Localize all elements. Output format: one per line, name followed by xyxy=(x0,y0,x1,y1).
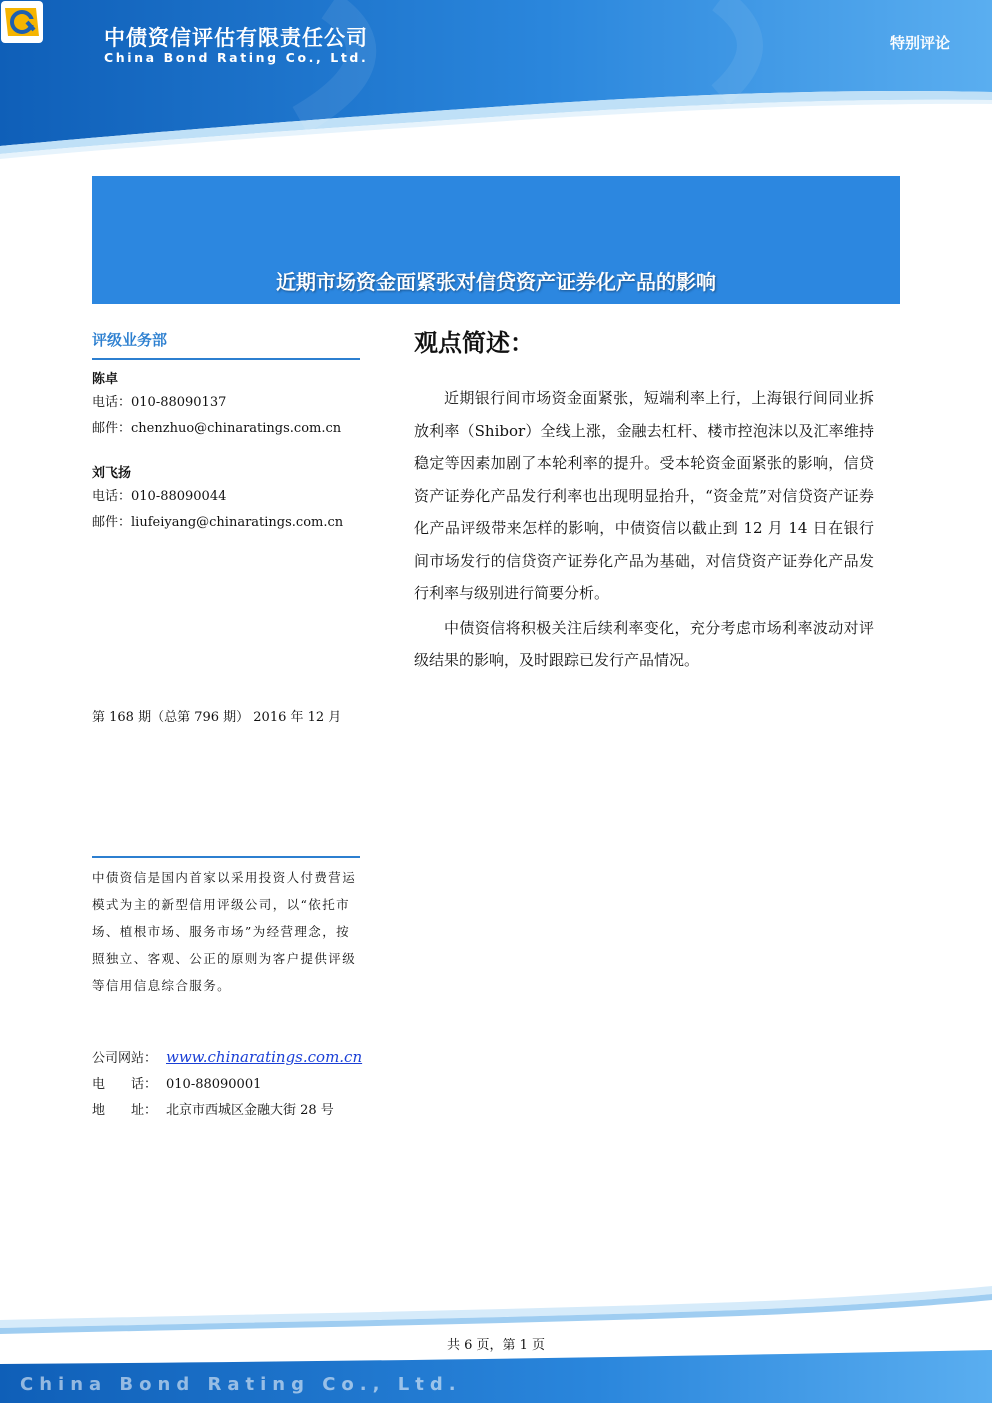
summary-paragraph: 中债资信将积极关注后续利率变化，充分考虑市场利率波动对评级结果的影响，及时跟踪已发行产品情况。 xyxy=(414,618,874,669)
company-name-cn: 中债资信评估有限责任公司 xyxy=(104,26,368,50)
address-row xyxy=(92,1098,360,1124)
company-contact-block xyxy=(92,1044,363,1124)
company-phone: 010-88090001 xyxy=(166,1077,262,1092)
company-logo xyxy=(0,0,44,44)
report-title: 近期市场资金面紧张对信贷资产证券化产品的影响 xyxy=(276,270,716,294)
analyst-name: 陈卓 xyxy=(92,372,119,387)
analyst-email: 邮件：chenzhuo@chinaratings.com.cn xyxy=(92,421,342,436)
summary-paragraph: 近期银行间市场资金面紧张，短端利率上行，上海银行间同业拆放利率（Shibor）全线上涨，金融去杠杆、楼市控泡沫以及汇率维持稳定等因素加剧了本轮利率的提升。受本轮资金面紧张的影响，信贷资产证券化产品发行利率也出现明显抬升，“资金荒”对信贷资产证券化产品评级带来怎样的影响，中债资信以截止到 12 月 14 日在银行间市场发行的信贷资产证券化产品为基础，对信贷资产证券化产品发行利率与级别进行简要分析。 xyxy=(414,389,874,602)
title-banner xyxy=(92,176,900,304)
phone-label: 电 话： xyxy=(92,1077,158,1092)
department-name: 评级业务部 xyxy=(92,326,360,360)
issue-number: 第 168 期（总第 796 期） 2016 年 12 月 xyxy=(92,710,342,725)
sidebar xyxy=(92,326,360,536)
page-number: 共 6 页，第 1 页 xyxy=(446,1338,546,1353)
company-about: 中债资信是国内首家以采用投资人付费营运模式为主的新型信用评级公司，以“依托市场、植根市场、服务市场”为经营理念，按照独立、客观、公正的原则为客户提供评级等信用信息综合服务。 xyxy=(92,856,360,999)
phone-row xyxy=(92,1072,360,1098)
analyst-phone: 电话：010-88090044 xyxy=(92,489,227,504)
website-label: 公司网站： xyxy=(92,1051,158,1066)
main-content xyxy=(414,326,874,677)
analyst-email: 邮件：liufeiyang@chinaratings.com.cn xyxy=(92,515,344,530)
analyst-2 xyxy=(92,464,360,536)
company-name-en: China Bond Rating Co., Ltd. xyxy=(104,50,369,65)
analyst-name: 刘飞扬 xyxy=(92,466,132,481)
company-address: 北京市西城区金融大街 28 号 xyxy=(166,1103,334,1118)
footer-company-en: China Bond Rating Co., Ltd. xyxy=(20,1374,462,1395)
website-row xyxy=(92,1044,363,1072)
analyst-1 xyxy=(92,370,360,442)
section-heading: 观点简述： xyxy=(414,329,534,357)
website-link[interactable]: www.chinaratings.com.cn xyxy=(166,1048,363,1066)
address-label: 地 址： xyxy=(92,1103,158,1118)
report-category: 特别评论 xyxy=(889,34,950,52)
page-header xyxy=(0,0,992,160)
analyst-phone: 电话：010-88090137 xyxy=(92,395,227,410)
